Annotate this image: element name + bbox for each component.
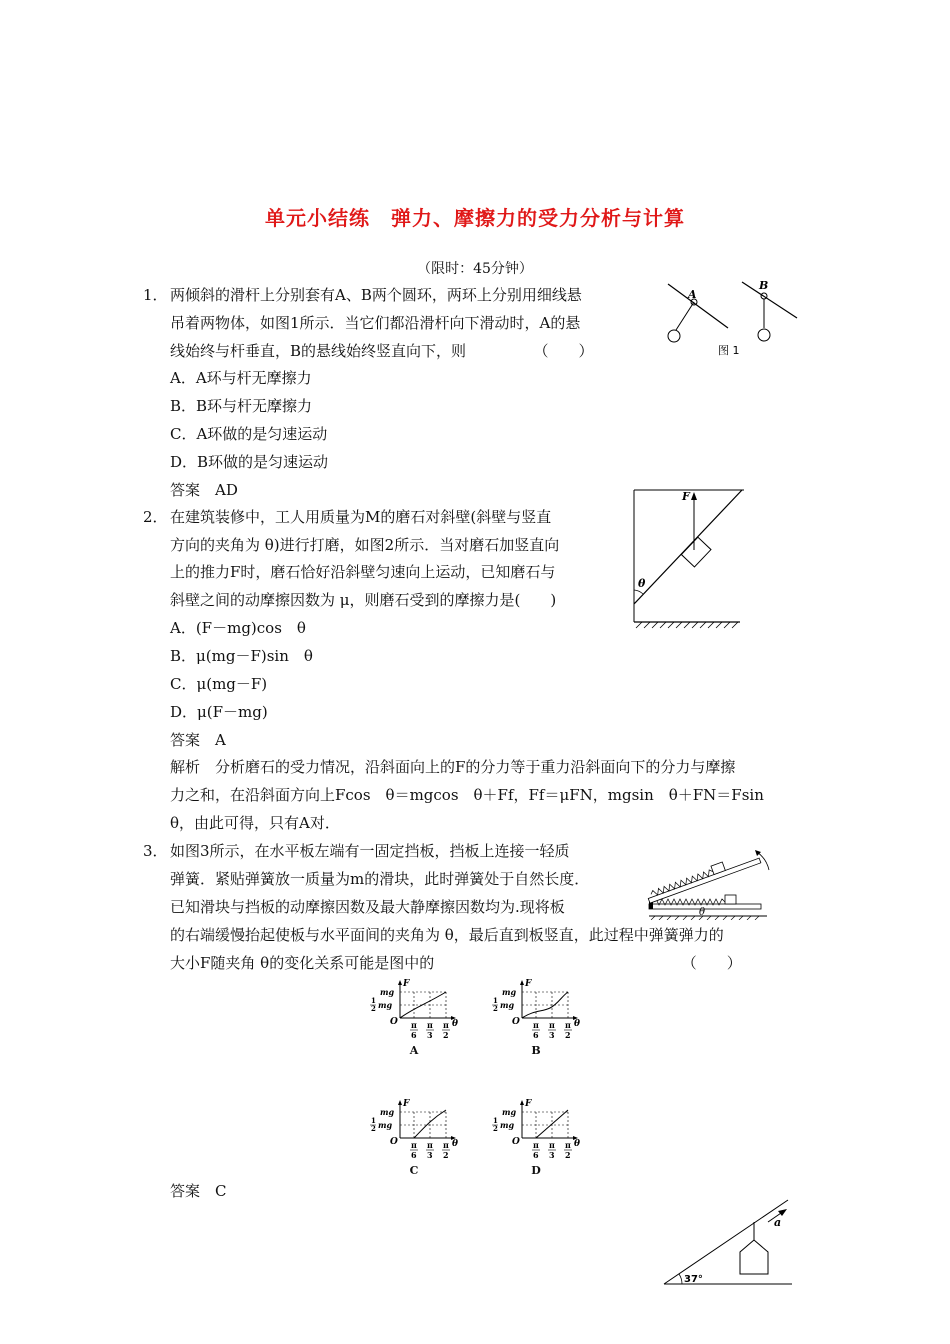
q2-option-d: D．μ(F－mg) — [170, 703, 268, 721]
q1-answer: 答案 AD — [170, 481, 238, 499]
tick-den: 2 — [565, 1150, 571, 1160]
tick-den: 2 — [443, 1030, 449, 1040]
tick-den: 6 — [411, 1150, 417, 1160]
graph-b-plot — [490, 978, 582, 1044]
tick-num: π — [533, 1140, 539, 1150]
q3-number: 3． — [143, 842, 168, 860]
axis-theta-label: θ — [574, 1019, 581, 1029]
graph-b — [490, 978, 582, 1057]
q2-line-4: 斜壁之间的动摩擦因数为 μ，则磨石受到的摩擦力是( ) — [170, 591, 557, 609]
tick-num: π — [443, 1020, 449, 1030]
half-num: 1 — [493, 996, 498, 1005]
axis-theta-label: θ — [452, 1019, 459, 1029]
fig1-caption: 图 1 — [718, 344, 740, 357]
q1-option-a: A．A环与杆无摩擦力 — [170, 369, 312, 387]
tick-num: π — [443, 1140, 449, 1150]
tick-num: π — [565, 1020, 571, 1030]
axis-f-label: F — [525, 979, 532, 989]
mg-label: mg — [380, 987, 395, 997]
tick-num: π — [427, 1140, 433, 1150]
tick-den: 3 — [549, 1150, 555, 1160]
half-den: 2 — [371, 1124, 376, 1133]
axis-f-label: F — [525, 1099, 532, 1109]
label-theta: θ — [638, 577, 646, 590]
graph-a-curve — [400, 992, 446, 1018]
q2-number: 2． — [143, 508, 168, 526]
q3-line-3: 已知滑块与挡板的动摩擦因数及最大静摩擦因数均为.现将板 — [170, 898, 565, 916]
tick-num: π — [533, 1020, 539, 1030]
q3-line-1: 如图3所示，在水平板左端有一固定挡板，挡板上连接一轻质 — [170, 842, 570, 860]
half-mg-label: mg — [378, 1000, 393, 1010]
f-axis-arrow — [520, 980, 524, 985]
tick-den: 6 — [533, 1150, 539, 1160]
half-mg-label: mg — [500, 1000, 515, 1010]
graph-d-plot — [490, 1098, 582, 1164]
q1-option-c: C．A环做的是匀速运动 — [170, 425, 328, 443]
q3-line-2: 弹簧．紧贴弹簧放一质量为m的滑块，此时弹簧处于自然长度． — [170, 870, 590, 888]
q2-line-2: 方向的夹角为 θ)进行打磨，如图2所示．当对磨石加竖直向 — [170, 536, 560, 554]
graph-d — [490, 1098, 582, 1177]
tick-den: 6 — [533, 1030, 539, 1040]
tick-den: 2 — [565, 1030, 571, 1040]
rod-a — [668, 284, 728, 328]
f-axis-arrow — [520, 1100, 524, 1105]
tick-den: 3 — [549, 1030, 555, 1040]
tick-num: π — [549, 1020, 555, 1030]
tick-num: π — [565, 1140, 571, 1150]
q2-analysis-2: 力之和，在沿斜面方向上Fcos θ＝mgcos θ＋Ff，Ff＝μFN，mgsin θ＋FN＝Fsin — [170, 786, 764, 804]
figure-4 — [660, 1196, 794, 1288]
figure-3 — [645, 846, 773, 920]
q2-option-a: A．(F－mg)cos θ — [170, 619, 306, 637]
q2-option-c: C．μ(mg－F) — [170, 675, 268, 693]
graph-a-plot — [368, 978, 460, 1044]
half-num: 1 — [493, 1116, 498, 1125]
graph-c-plot — [368, 1098, 460, 1164]
q1-number: 1． — [143, 286, 168, 304]
hanging-box — [740, 1240, 768, 1274]
figure-1 — [662, 278, 802, 358]
incline — [664, 1200, 788, 1284]
q3-line-5: 大小F随夹角 θ的变化关系可能是图中的 （ ） — [170, 954, 742, 972]
q1-option-d: D．B环做的是匀速运动 — [170, 453, 329, 471]
origin-label: O — [390, 1017, 398, 1027]
q1-line-1: 两倾斜的滑杆上分别套有A、B两个圆环，两环上分别用细线悬 — [170, 286, 582, 304]
q1-option-b: B．B环与杆无摩擦力 — [170, 397, 313, 415]
q2-line-3: 上的推力F时，磨石恰好沿斜壁匀速向上运动，已知磨石与 — [170, 563, 556, 581]
q2-answer: 答案 A — [170, 731, 226, 749]
ball-b — [758, 329, 770, 341]
half-mg-label: mg — [500, 1120, 515, 1130]
tick-num: π — [427, 1020, 433, 1030]
grindstone — [681, 537, 711, 567]
axis-theta-label: θ — [574, 1139, 581, 1149]
mg-label: mg — [502, 987, 517, 997]
half-den: 2 — [493, 1004, 498, 1013]
q3-line-4: 的右端缓慢抬起使板与水平面间的夹角为 θ，最后直到板竖直，此过程中弹簧弹力的 — [170, 926, 724, 944]
origin-label: O — [512, 1017, 520, 1027]
half-num: 1 — [371, 1116, 376, 1125]
f-axis-arrow — [398, 1100, 402, 1105]
half-den: 2 — [371, 1004, 376, 1013]
angle-label: 37° — [684, 1274, 703, 1285]
q2-line-1: 在建筑装修中，工人用质量为M的磨石对斜壁(斜壁与竖直 — [170, 508, 552, 526]
graph-b-curve — [522, 992, 568, 1018]
tick-den: 6 — [411, 1030, 417, 1040]
half-num: 1 — [371, 996, 376, 1005]
label-b: B — [759, 279, 769, 292]
rod-b — [742, 282, 797, 318]
mg-label: mg — [502, 1107, 517, 1117]
q2-option-b: B．μ(mg－F)sin θ — [170, 647, 313, 665]
tick-den: 2 — [443, 1150, 449, 1160]
axis-f-label: F — [403, 1099, 410, 1109]
half-den: 2 — [493, 1124, 498, 1133]
axis-theta-label: θ — [452, 1139, 459, 1149]
graph-a-label: A — [409, 1044, 419, 1057]
label-a: a — [774, 1216, 782, 1229]
mg-label: mg — [380, 1107, 395, 1117]
tick-num: π — [411, 1020, 417, 1030]
f-axis-arrow — [398, 980, 402, 985]
figure-2 — [630, 486, 748, 636]
origin-label: O — [390, 1137, 398, 1147]
tick-den: 3 — [427, 1150, 433, 1160]
ball-a — [668, 330, 680, 342]
q2-analysis-1: 解析 分析磨石的受力情况，沿斜面向上的F的分力等于重力沿斜面向下的分力与摩擦 — [170, 758, 736, 776]
tick-num: π — [411, 1140, 417, 1150]
label-f: F — [682, 490, 690, 503]
graph-d-label: D — [531, 1164, 541, 1177]
half-mg-label: mg — [378, 1120, 393, 1130]
q3-answer: 答案 C — [170, 1182, 227, 1200]
q2-analysis-3: θ，由此可得，只有A对． — [170, 814, 340, 832]
graph-a — [368, 978, 460, 1057]
tick-num: π — [549, 1140, 555, 1150]
graph-c — [368, 1098, 460, 1177]
tick-den: 3 — [427, 1030, 433, 1040]
q1-line-3: 线始终与杆垂直，B的悬线始终竖直向下，则 （ ） — [170, 342, 594, 360]
graph-c-label: C — [409, 1164, 419, 1177]
time-limit: （限时：45分钟） — [417, 261, 533, 277]
fig3-theta: θ — [699, 907, 706, 918]
q1-line-2: 吊着两物体，如图1所示．当它们都沿滑杆向下滑动时，A的悬 — [170, 314, 581, 332]
graph-b-label: B — [531, 1044, 541, 1057]
origin-label: O — [512, 1137, 520, 1147]
axis-f-label: F — [403, 979, 410, 989]
page-title: 单元小结练 弹力、摩擦力的受力分析与计算 — [265, 206, 685, 230]
label-a: A — [688, 288, 697, 301]
